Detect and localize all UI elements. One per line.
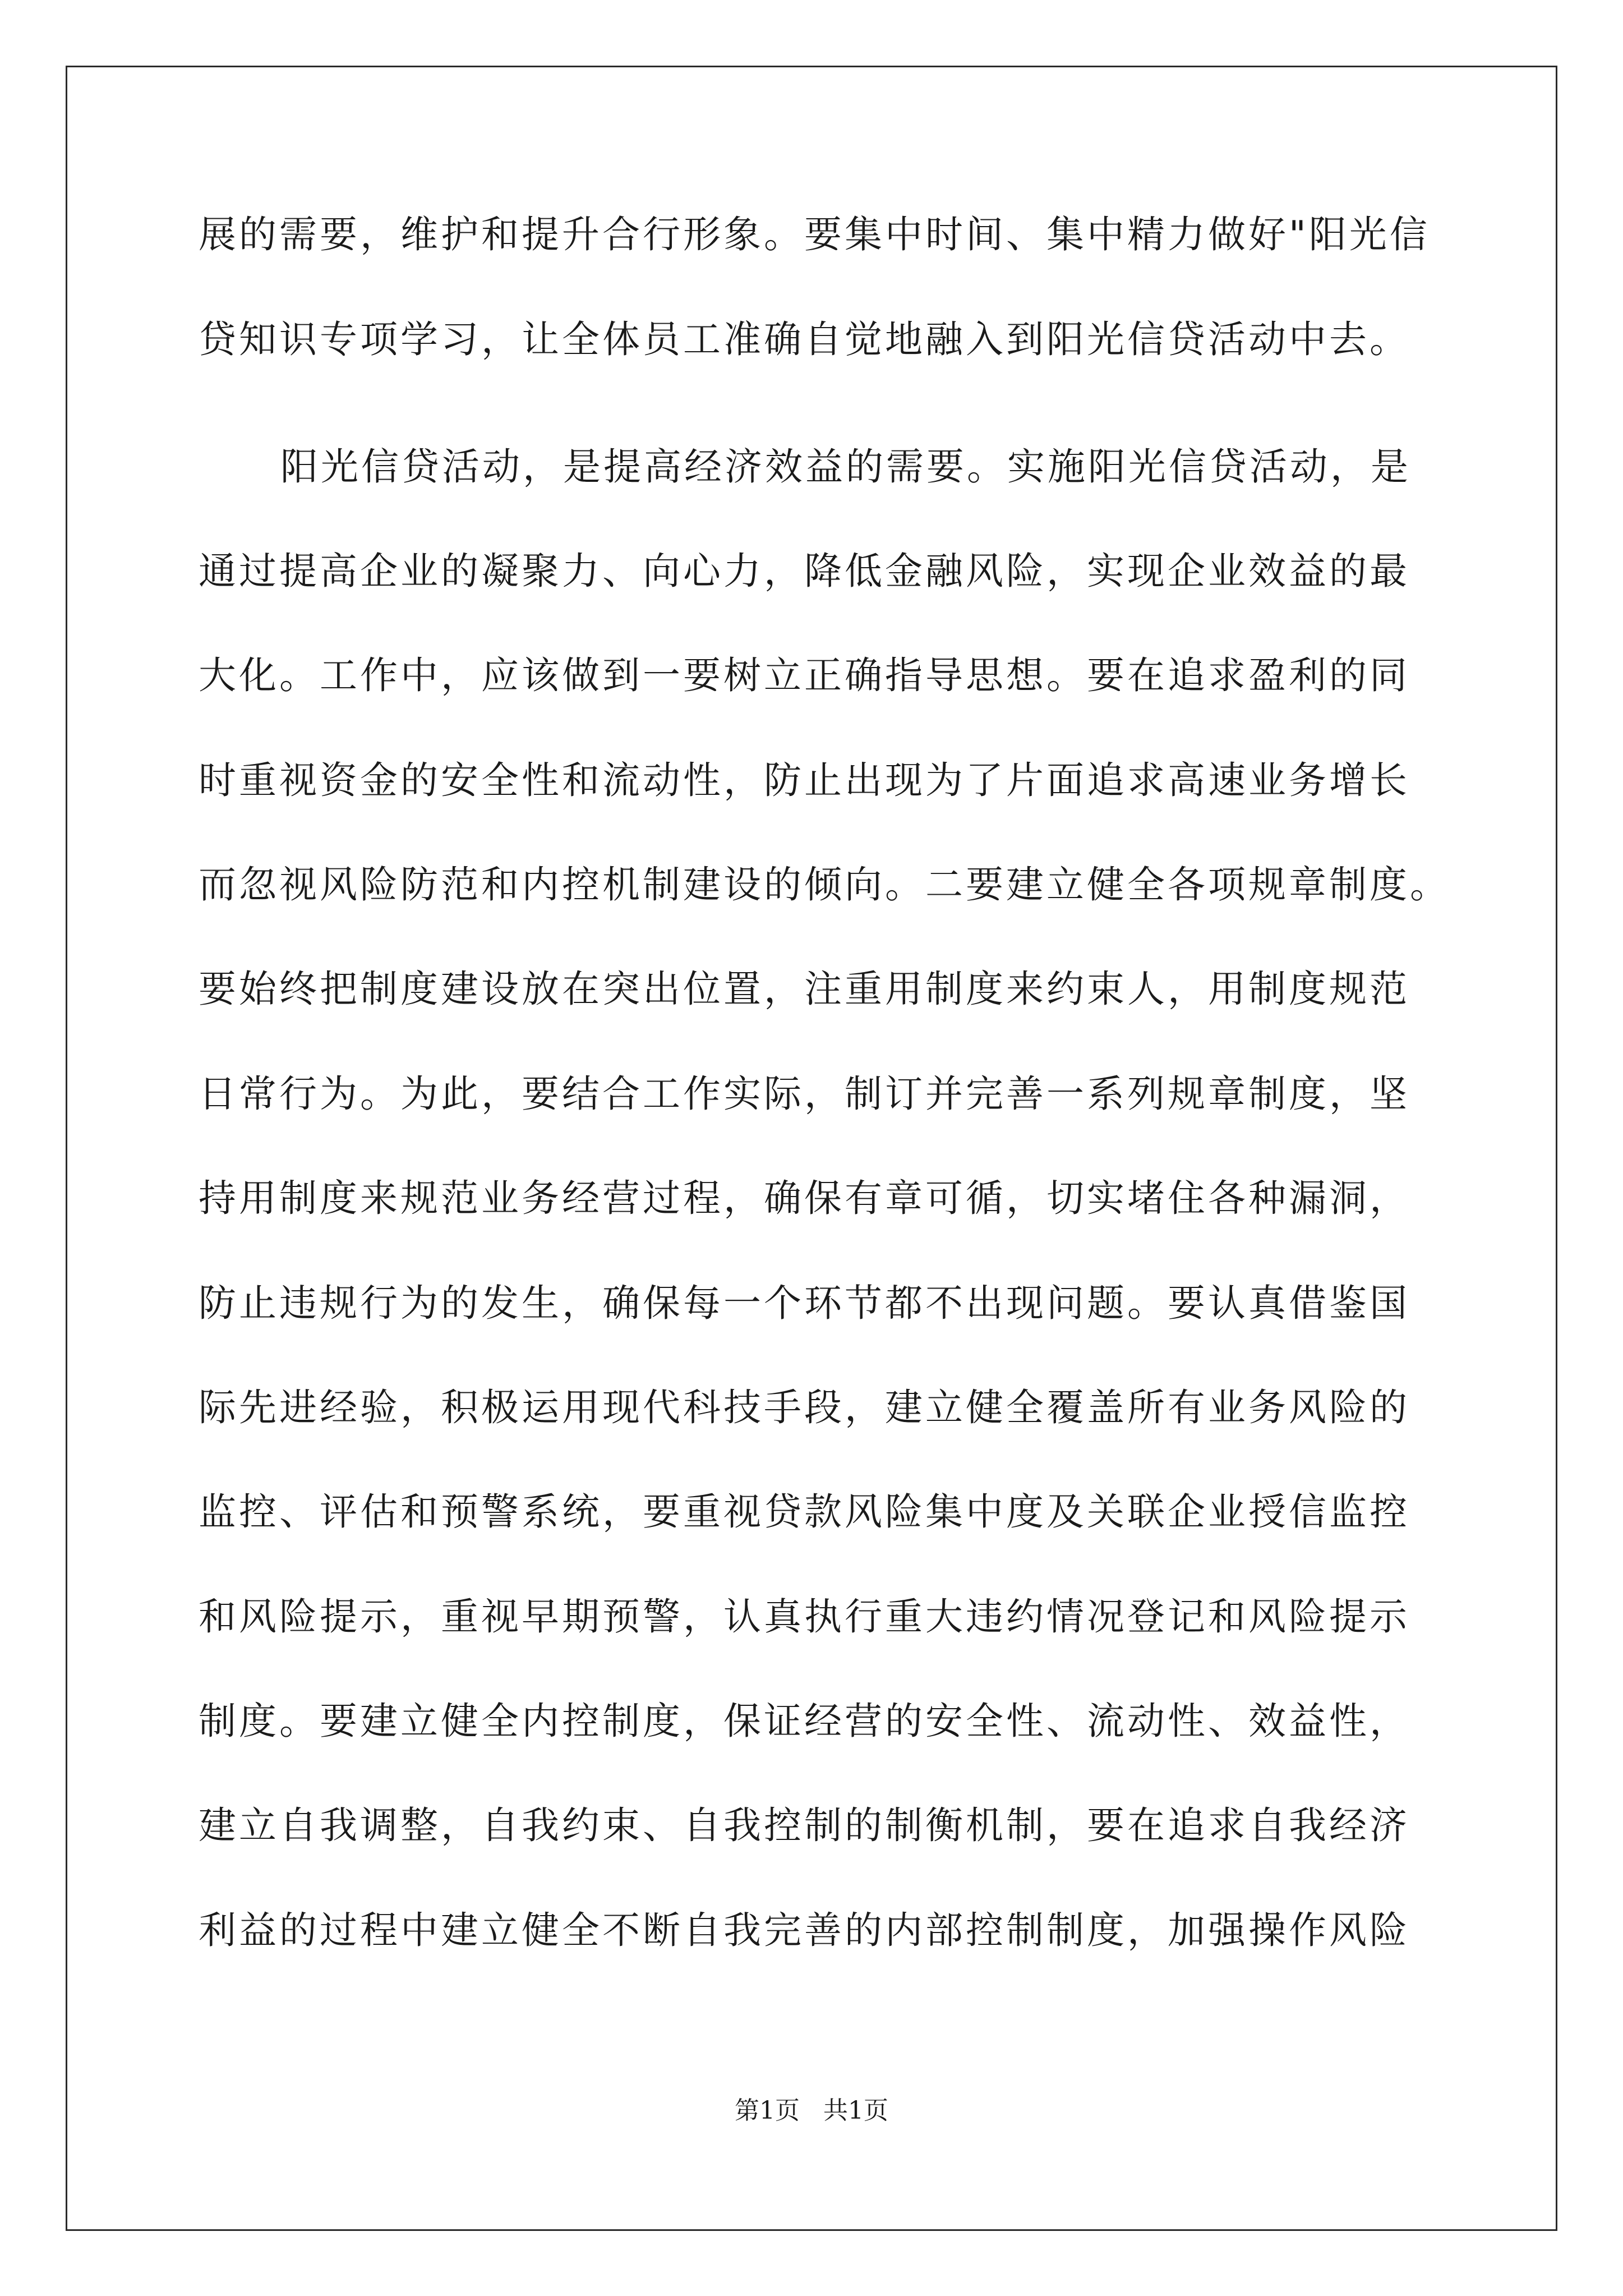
paragraph-2-line-7: 日常行为。为此，要结合工作实际，制订并完善一系列规章制度，坚 [199,1072,1410,1116]
page-number-footer: 第1页 共1页 [735,2096,888,2125]
paragraph-2-line-6: 要始终把制度建设放在突出位置，注重用制度来约束人，用制度规范 [199,967,1410,1011]
paragraph-2-line-15: 利益的过程中建立健全不断自我完善的内部控制制度，加强操作风险 [199,1908,1410,1952]
paragraph-2-line-3: 大化。工作中，应该做到一要树立正确指导思想。要在追求盈利的同 [199,654,1410,697]
paragraph-2-line-13: 制度。要建立健全内控制度，保证经营的安全性、流动性、效益性， [199,1699,1410,1743]
paragraph-2-line-9: 防止违规行为的发生，确保每一个环节都不出现问题。要认真借鉴国 [199,1281,1410,1325]
paragraph-2-line-8: 持用制度来规范业务经营过程，确保有章可循，切实堵住各种漏洞， [199,1176,1410,1220]
paragraph-2-line-5: 而忽视风险防范和内控机制建设的倾向。二要建立健全各项规章制度。 [199,863,1450,907]
paragraph-2-line-12: 和风险提示，重视早期预警，认真执行重大违约情况登记和风险提示 [199,1595,1410,1639]
paragraph-2-line-4: 时重视资金的安全性和流动性，防止出现为了片面追求高速业务增长 [199,758,1410,802]
paragraph-2-line-10: 际先进经验，积极运用现代科技手段，建立健全覆盖所有业务风险的 [199,1386,1410,1429]
paragraph-2-line-11: 监控、评估和预警系统，要重视贷款风险集中度及关联企业授信监控 [199,1490,1410,1534]
paragraph-1-line-2: 贷知识专项学习，让全体员工准确自觉地融入到阳光信贷活动中去。 [199,318,1410,361]
paragraph-2-line-2: 通过提高企业的凝聚力、向心力，降低金融风险，实现企业效益的最 [199,549,1410,593]
page-border [66,66,1557,2231]
paragraph-2-line-1: 阳光信贷活动，是提高经济效益的需要。实施阳光信贷活动，是 [280,445,1411,489]
paragraph-2-line-14: 建立自我调整，自我约束、自我控制的制衡机制，要在追求自我经济 [199,1803,1410,1847]
paragraph-1-line-1: 展的需要，维护和提升合行形象。要集中时间、集中精力做好"阳光信 [199,213,1430,256]
